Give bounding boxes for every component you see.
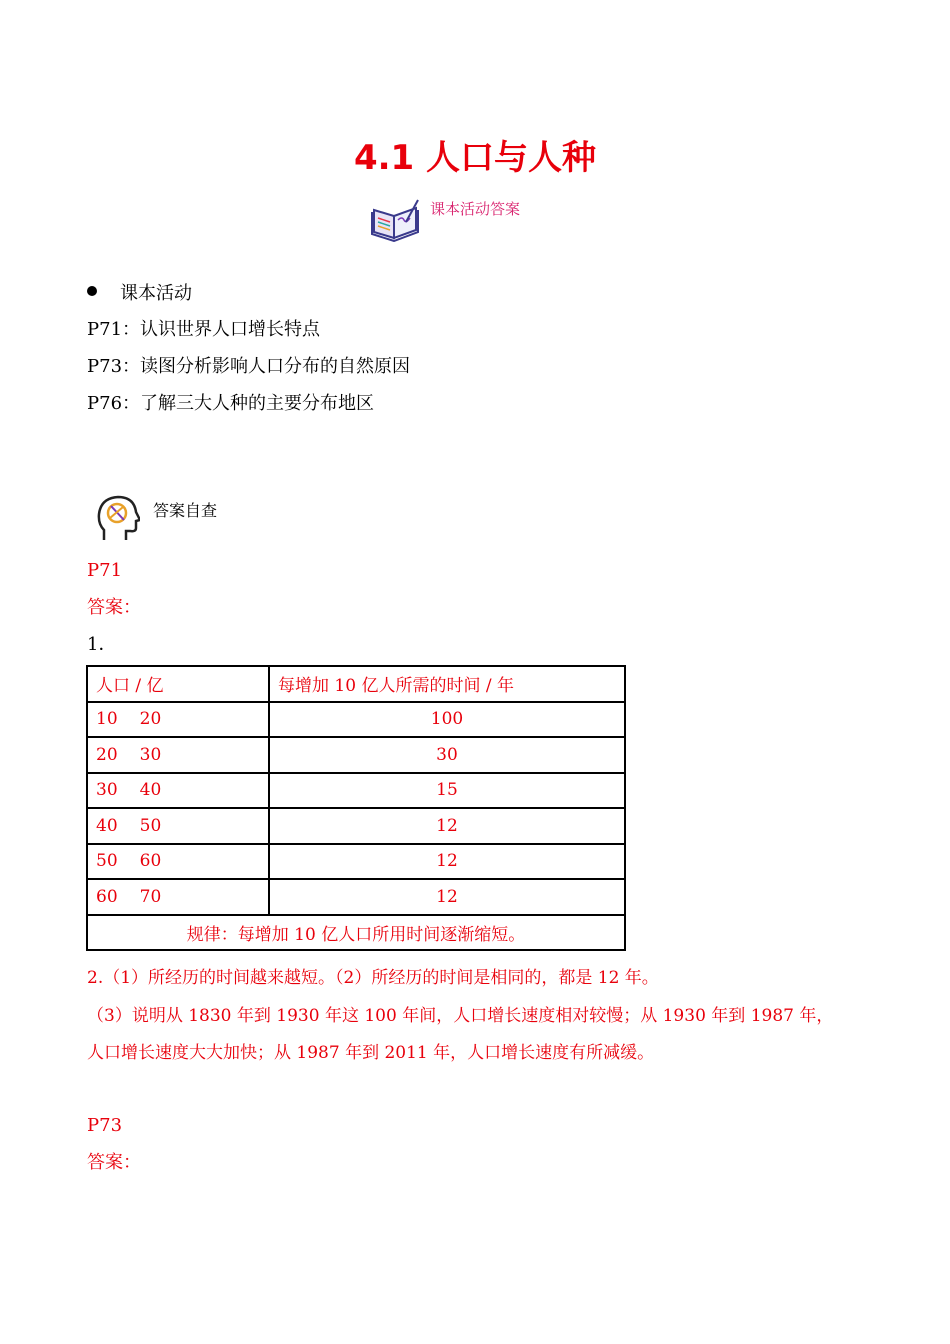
range-from: 50 (96, 851, 118, 872)
page-title: 4.1 人口与人种 (353, 138, 597, 178)
range-from: 30 (96, 780, 118, 801)
population-table (86, 665, 626, 951)
table-row (87, 737, 625, 773)
bullet-dot (87, 286, 97, 296)
population-range (87, 808, 269, 844)
range-from: 10 (96, 709, 118, 730)
range-from: 60 (96, 886, 118, 907)
years-cell: 12 (269, 844, 625, 880)
years-cell: 12 (269, 879, 625, 915)
table-row (87, 702, 625, 738)
q2-line: （3）说明从 1830 年到 1930 年这 100 年间，人口增长速度相对较慢；从 1930 年到 1987 年， (87, 1006, 834, 1026)
range-to: 30 (139, 744, 162, 765)
table-rule: 规律：每增加 10 亿人口所用时间逐渐缩短。 (87, 915, 625, 951)
q2-line: 人口增长速度大大加快；从 1987 年到 2011 年，人口增长速度有所减缓。 (87, 1043, 655, 1063)
table-header-cell: 人口 / 亿 (87, 666, 269, 702)
brain-head-icon (96, 494, 140, 542)
range-to: 50 (139, 815, 162, 836)
population-range (87, 773, 269, 809)
p71-answer-label: 答案： (87, 597, 141, 618)
table-rule-row (87, 915, 625, 951)
years-cell: 100 (269, 702, 625, 738)
table-row (87, 773, 625, 809)
population-range (87, 844, 269, 880)
range-from: 40 (96, 815, 118, 836)
p71-page-label: P71 (87, 560, 123, 581)
table-header-cell: 每增加 10 亿人所需的时间 / 年 (269, 666, 625, 702)
table-row (87, 844, 625, 880)
p73-answer-label: 答案： (87, 1152, 141, 1173)
book-icon (370, 196, 422, 242)
activity-item: P76：了解三大人种的主要分布地区 (87, 393, 375, 414)
q2-line: 2.（1）所经历的时间越来越短。（2）所经历的时间是相同的，都是 12 年。 (87, 968, 659, 988)
banner-label: 课本活动答案 (430, 200, 521, 218)
years-cell: 30 (269, 737, 625, 773)
p73-page-label: P73 (87, 1115, 123, 1136)
population-range (87, 737, 269, 773)
population-range (87, 702, 269, 738)
q1-label: 1． (87, 634, 117, 655)
range-from: 20 (96, 744, 118, 765)
activities-heading: 课本活动 (120, 283, 192, 304)
range-to: 20 (139, 709, 162, 730)
range-to: 40 (139, 780, 162, 801)
activity-item: P71：认识世界人口增长特点 (87, 319, 321, 340)
years-cell: 12 (269, 808, 625, 844)
years-cell: 15 (269, 773, 625, 809)
table-header-row (87, 666, 625, 702)
self-check-label: 答案自查 (153, 501, 218, 520)
range-to: 70 (139, 886, 162, 907)
table-row (87, 879, 625, 915)
table-row (87, 808, 625, 844)
range-to: 60 (139, 851, 162, 872)
population-range (87, 879, 269, 915)
activity-item: P73：读图分析影响人口分布的自然原因 (87, 356, 411, 377)
